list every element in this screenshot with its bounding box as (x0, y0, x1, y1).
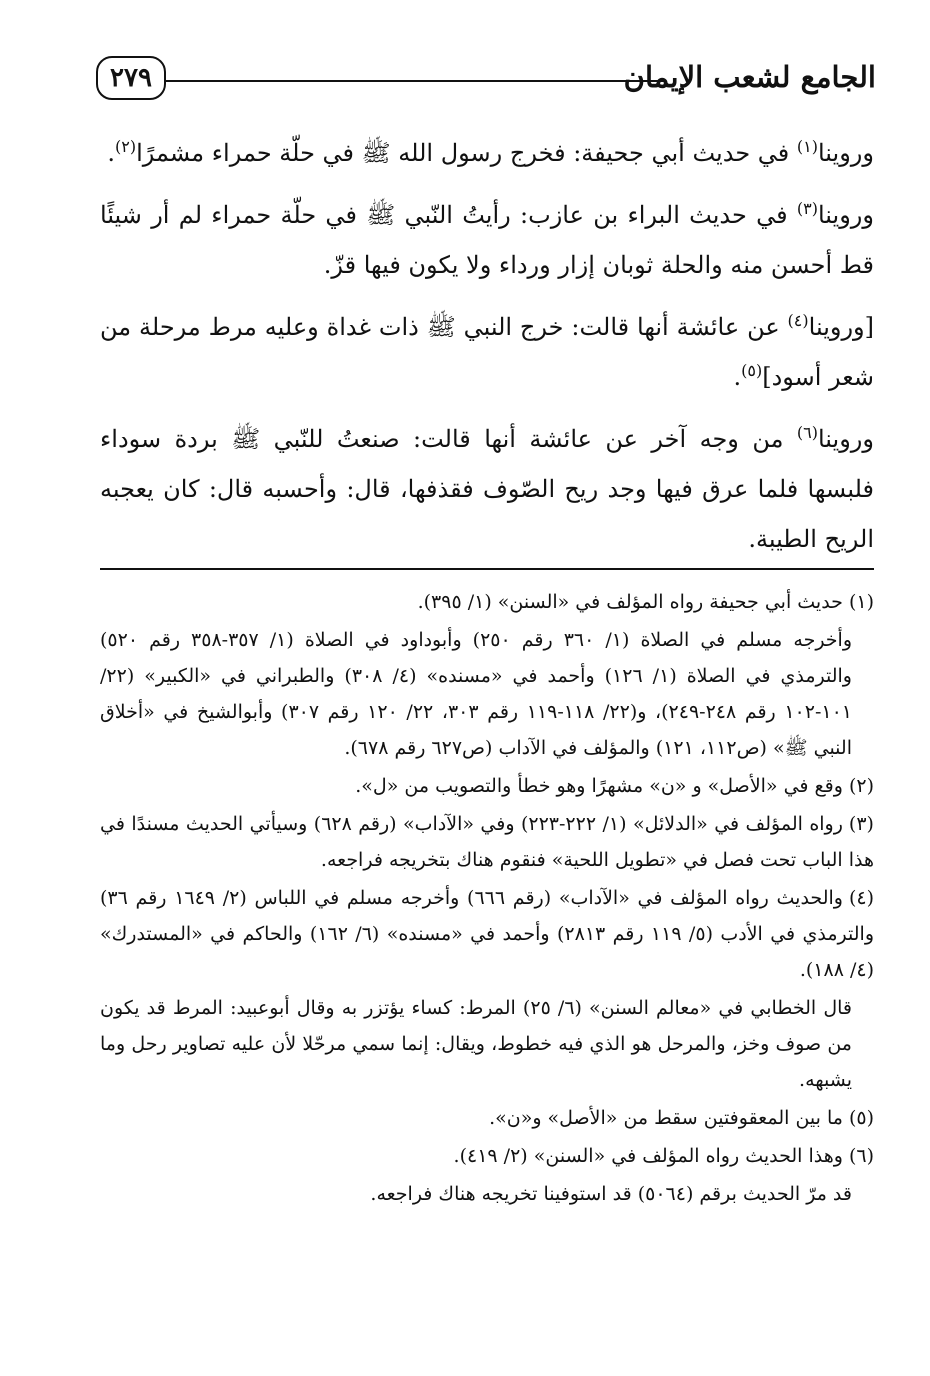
paragraph: وروينا$^{(١)}$ في حديث أبي جحيفة: فخرج رسول الله ﷺ في حلّة حمراء مشمرًا$^{(٢)}$. (107, 137, 874, 167)
paragraph: وروينا$^{(٦)}$ من وجه آخر عن عائشة أنها قالت: صنعتُ للنّبي ﷺ بردة سوداء فلبسها فلما عرق فيها وجد ريح الصّوف فقذفها، قال: وأحسبه قال: كان يعجبه الريح الطيبة. (100, 423, 874, 553)
footnote-ref: (٣) (796, 199, 818, 218)
footnote-number: (٢) (848, 775, 874, 797)
footnote-ref: (١) (796, 137, 818, 156)
footnote: (٣)رواه المؤلف في «الدلائل» (١/ ٢٢٢-٢٢٣) وفي «الآداب» (رقم ٦٢٨) وسيأتي الحديث مسندًا في هذا الباب تحت فصل في «تطويل اللحية» فنقوم هناك بتخريجه فراجعه. (100, 813, 874, 871)
footnote-number: (٥) (848, 1107, 874, 1129)
footnote-continuation: وأخرجه مسلم في الصلاة (١/ ٣٦٠ رقم ٢٥٠) وأبوداود في الصلاة (١/ ٣٥٧-٣٥٨ رقم ٥٢٠) والترمذي في الصلاة (١/ ١٢٦) وأحمد في «مسنده» (٤/ ٣٠٨) والطبراني في «الكبير» (٢٢/ ١٠١-١٠٢ رقم ٢٤٨-٢٤٩)، و(٢٢/ ١١٨-١١٩ رقم ٣٠٣، ٢٢/ ١٢٠ رقم ٣٠٧) وأبوالشيخ في «أخلاق النبي ﷺ» (ص١١٢، ١٢١) والمؤلف في الآداب (ص٦٢٧ رقم ٦٧٨). (100, 629, 853, 759)
footnote-continuation: قال الخطابي في «معالم السنن» (٦/ ٢٥) المرط: كساء يؤتزر به وقال أبوعبيد: المرط قد يكون من صوف وخز، والمرحل هو الذي فيه خطوط، ويقال: إنما سمي مرحّلا لأن عليه تصاوير رحل وما يشبهه. (100, 997, 852, 1091)
footnote-number: (١) (848, 591, 874, 613)
footnote: (٢)وقع في «الأصل» و «ن» مشهرًا وهو خطأ والتصويب من «ل». (355, 775, 874, 797)
footnote: (٥)ما بين المعقوفتين سقط من «الأصل» و«ن». (489, 1107, 874, 1129)
footnote-number: (٤) (848, 887, 875, 909)
footnote-ref: (٦) (796, 423, 818, 442)
running-title: الجامع لشعب الإيمان (623, 60, 876, 94)
header-rule (166, 80, 664, 82)
footnote-continuation: قد مرّ الحديث برقم (٥٠٦٤) قد استوفينا تخريجه هناك فراجعه. (370, 1183, 852, 1205)
footnote-divider (100, 568, 874, 570)
footnote-ref: (٢) (114, 137, 137, 156)
footnote-ref: (٥) (741, 361, 763, 380)
footnote: (١)حديث أبي جحيفة رواه المؤلف في «السنن» (١/ ٣٩٥). (417, 591, 874, 613)
main-text (100, 128, 874, 576)
page-number: ٢٧٩ (96, 56, 166, 100)
footnote: (٦)وهذا الحديث رواه المؤلف في «السنن» (٢/ ٤١٩). (453, 1145, 874, 1167)
paragraph: [وروينا$^{(٤)}$ عن عائشة أنها قالت: خرج النبي ﷺ ذات غداة وعليه مرط مرحلة من شعر أسود]$^{(٥)}$. (100, 311, 875, 391)
footnote: (٤)والحديث رواه المؤلف في «الآداب» (رقم ٦٦٦) وأخرجه مسلم في اللباس (٢/ ١٦٤٩ رقم ٣٦) والترمذي في الأدب (٥/ ١١٩ رقم ٢٨١٣) وأحمد في «مسنده» (٦/ ١٦٢) والحاكم في «المستدرك» (٤/ ١٨٨). (100, 887, 875, 981)
footnote-number: (٣) (848, 813, 874, 835)
paragraph: وروينا$^{(٣)}$ في حديث البراء بن عازب: رأيتُ النّبي ﷺ في حلّة حمراء لم أر شيئًا قط أحسن منه والحلة ثوبان إزار ورداء ولا يكون فيها قزّ. (100, 199, 874, 279)
page-header (96, 56, 876, 106)
footnotes (100, 584, 874, 1214)
footnote-ref: (٤) (787, 311, 809, 330)
footnote-number: (٦) (848, 1145, 874, 1167)
